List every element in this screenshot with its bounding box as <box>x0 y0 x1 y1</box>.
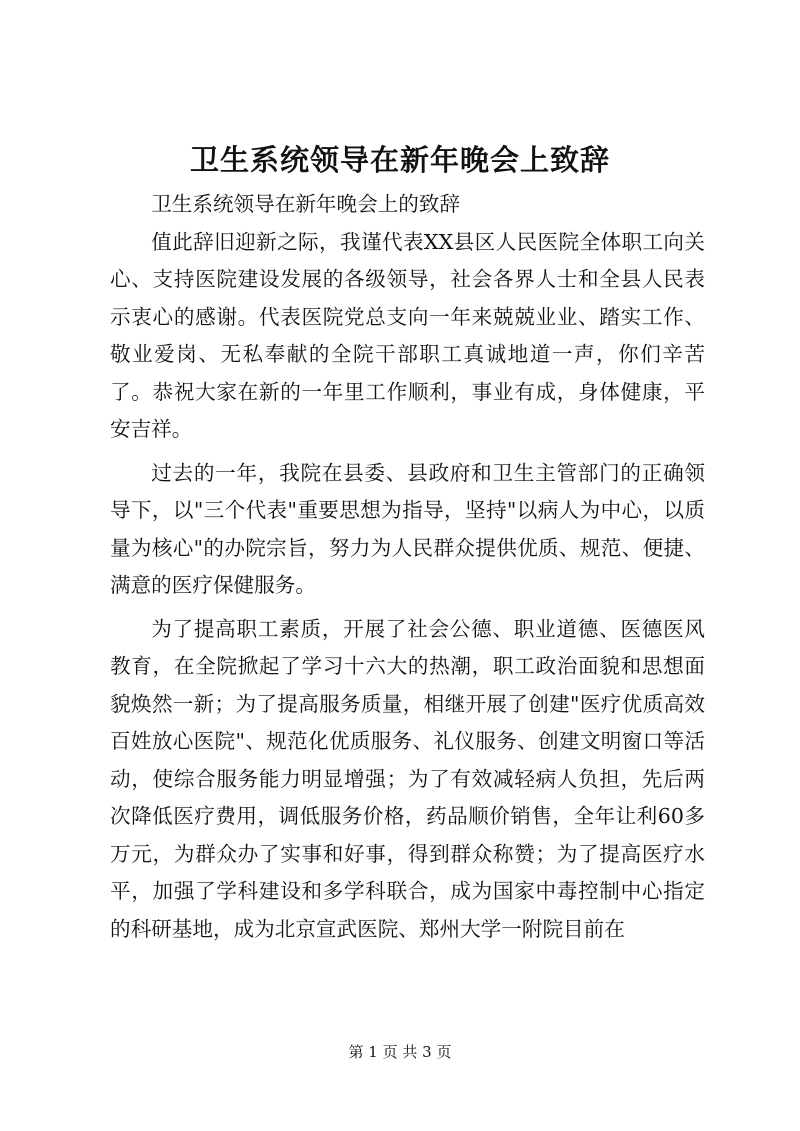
page-number-footer: 第 1 页 共 3 页 <box>348 1043 452 1061</box>
body-paragraph-subtitle: 卫生系统领导在新年晚会上的致辞 <box>151 192 461 216</box>
document-title: 卫生系统领导在新年晚会上致辞 <box>189 143 610 177</box>
body-paragraph-review: 过去的一年，我院在县委、县政府和卫生主管部门的正确领导下，以"三个代表"重要思想为指导，坚持"以病人为中心，以质量为核心"的办院宗旨，努力为人民群众提供优质、规范、便捷、满意的医疗保健服务。 <box>110 460 705 597</box>
document-body <box>110 186 705 948</box>
body-paragraph-greeting: 值此辞旧迎新之际，我谨代表XX县区人民医院全体职工向关心、支持医院建设发展的各级领导，社会各界人士和全县人民表示衷心的感谢。代表医院党总支向一年来兢兢业业、踏实工作、敬业爱岗、无私奉献的全院干部职工真诚地道一声，你们辛苦了。恭祝大家在新的一年里工作顺利，事业有成，身体健康，平安吉祥。 <box>110 229 705 441</box>
body-paragraph-achievements: 为了提高职工素质，开展了社会公德、职业道德、医德医风教育，在全院掀起了学习十六大的热潮，职工政治面貌和思想面貌焕然一新；为了提高服务质量，相继开展了创建"医疗优质高效百姓放心医院"、规范化优质服务、礼仪服务、创建文明窗口等活动，使综合服务能力明显增强；为了有效减轻病人负担，先后两次降低医疗费用，调低服务价格，药品顺价销售，全年让利60多万元，为群众办了实事和好事，得到群众称赞；为了提高医疗水平，加强了学科建设和多学科联合，成为国家中毒控制中心指定的科研基地，成为北京宣武医院、郑州大学一附院目前在 <box>110 616 705 941</box>
